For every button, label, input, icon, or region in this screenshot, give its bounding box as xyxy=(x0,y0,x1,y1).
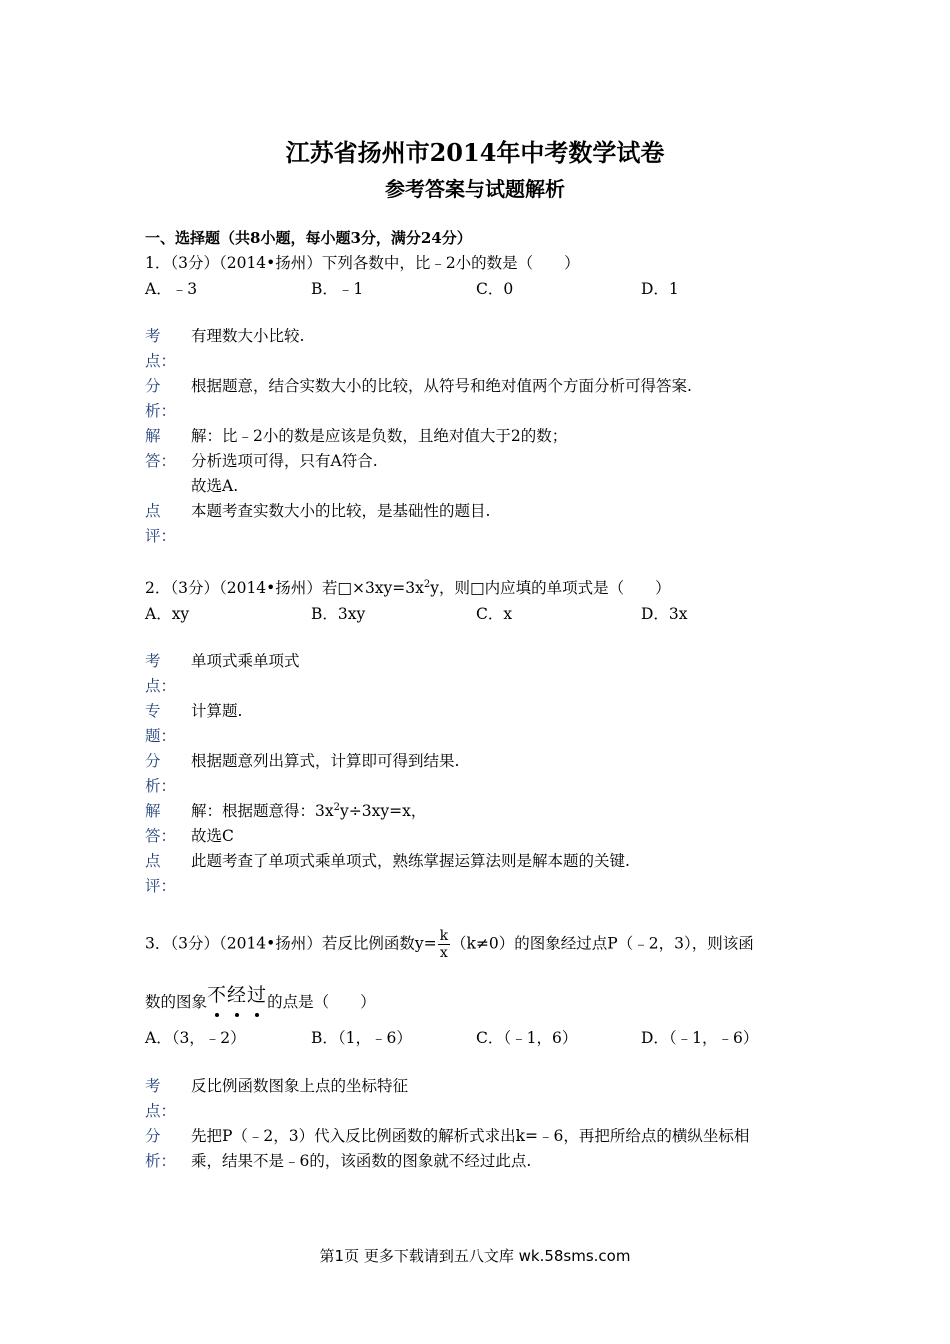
q1-dp: 本题考查实数大小的比较，是基础性的题目. xyxy=(191,502,491,520)
q2-option-a: A．xy xyxy=(145,605,190,623)
q2-kd-label: 考 点： xyxy=(145,652,177,695)
q2-zt: 计算题. xyxy=(191,702,243,720)
q2-option-c: C．x xyxy=(476,605,513,623)
page-subtitle: 参考答案与试题解析 xyxy=(385,177,565,201)
q3-option-b: B．（1，﹣6） xyxy=(311,1029,412,1047)
q1-dp-label: 点 评： xyxy=(145,502,177,545)
q1-jd-label: 解 答： xyxy=(145,427,177,470)
page-title: 江苏省扬州市2014年中考数学试卷 xyxy=(285,138,665,167)
q3-stem: 3．（3分）（2014•扬州）若反比例函数y= $\frac{k}{x}$ （k≠0）的图象经过点P（﹣2，3），则该函 xyxy=(145,928,754,961)
q2-stem: 2．（3分）（2014•扬州）若$□\times 3xy=3x^2y$，则□内应填的单项式是（ ） xyxy=(145,579,671,597)
q1-kd-label: 考 点： xyxy=(145,327,177,370)
section-heading: 一、选择题（共8小题，每小题3分，满分24分） xyxy=(145,229,472,247)
q3-fx: 先把P（﹣2，3）代入反比例函数的解析式求出k=﹣6，再把所给点的横纵坐标相 乘，结果不是﹣6的，该函数的图象就不经过此点. xyxy=(191,1127,750,1170)
q1-option-d: D．1 xyxy=(641,280,679,298)
q2-fx-label: 分 析： xyxy=(145,752,177,795)
q2-option-b: B．3xy xyxy=(311,605,366,623)
page-footer: 第1页 更多下载请到五八文库 wk.58sms.com xyxy=(319,1247,631,1265)
q3-kd-label: 考 点： xyxy=(145,1077,177,1120)
q1-option-c: C．0 xyxy=(476,280,514,298)
q2-dp-label: 点 评： xyxy=(145,852,177,895)
q1-jd: 解：比﹣2小的数是应该是负数，且绝对值大于2的数； 分析选项可得，只有A符合. 故选A. xyxy=(191,427,568,495)
q3-option-c: C．（﹣1，6） xyxy=(476,1029,578,1047)
emphasis-not-pass: 不经过 xyxy=(207,980,267,1007)
q2-jd-label: 解 答： xyxy=(145,802,177,845)
q3-stem-line2: 数的图象不经过的点是（ ） xyxy=(145,986,376,1013)
q3-kd: 反比例函数图象上点的坐标特征 xyxy=(191,1077,409,1095)
q2-jd: 解：根据题意得：$3x^2y\div 3xy=x$， 故选C xyxy=(191,802,427,845)
q1-option-b: B．﹣1 xyxy=(311,280,364,298)
q2-kd: 单项式乘单项式 xyxy=(191,652,300,670)
fraction-k-over-x: $\frac{k}{x}$ xyxy=(439,928,449,961)
q1-fx-label: 分 析： xyxy=(145,377,177,420)
q2-fx: 根据题意列出算式，计算即可得到结果. xyxy=(191,752,460,770)
q1-stem: 1．（3分）（2014•扬州）下列各数中，比﹣2小的数是（ ） xyxy=(145,254,580,272)
q3-option-a: A．（3，﹣2） xyxy=(145,1029,246,1047)
q1-kd: 有理数大小比较. xyxy=(191,327,305,345)
q2-zt-label: 专 题： xyxy=(145,702,177,745)
q3-fx-label: 分 析： xyxy=(145,1127,177,1170)
q1-fx: 根据题意，结合实数大小的比较，从符号和绝对值两个方面分析可得答案. xyxy=(191,377,692,395)
q2-dp: 此题考查了单项式乘单项式，熟练掌握运算法则是解本题的关键. xyxy=(191,852,630,870)
q1-option-a: A．﹣3 xyxy=(145,280,198,298)
q2-option-d: D．3x xyxy=(641,605,688,623)
q3-option-d: D．（﹣1，﹣6） xyxy=(641,1029,759,1047)
